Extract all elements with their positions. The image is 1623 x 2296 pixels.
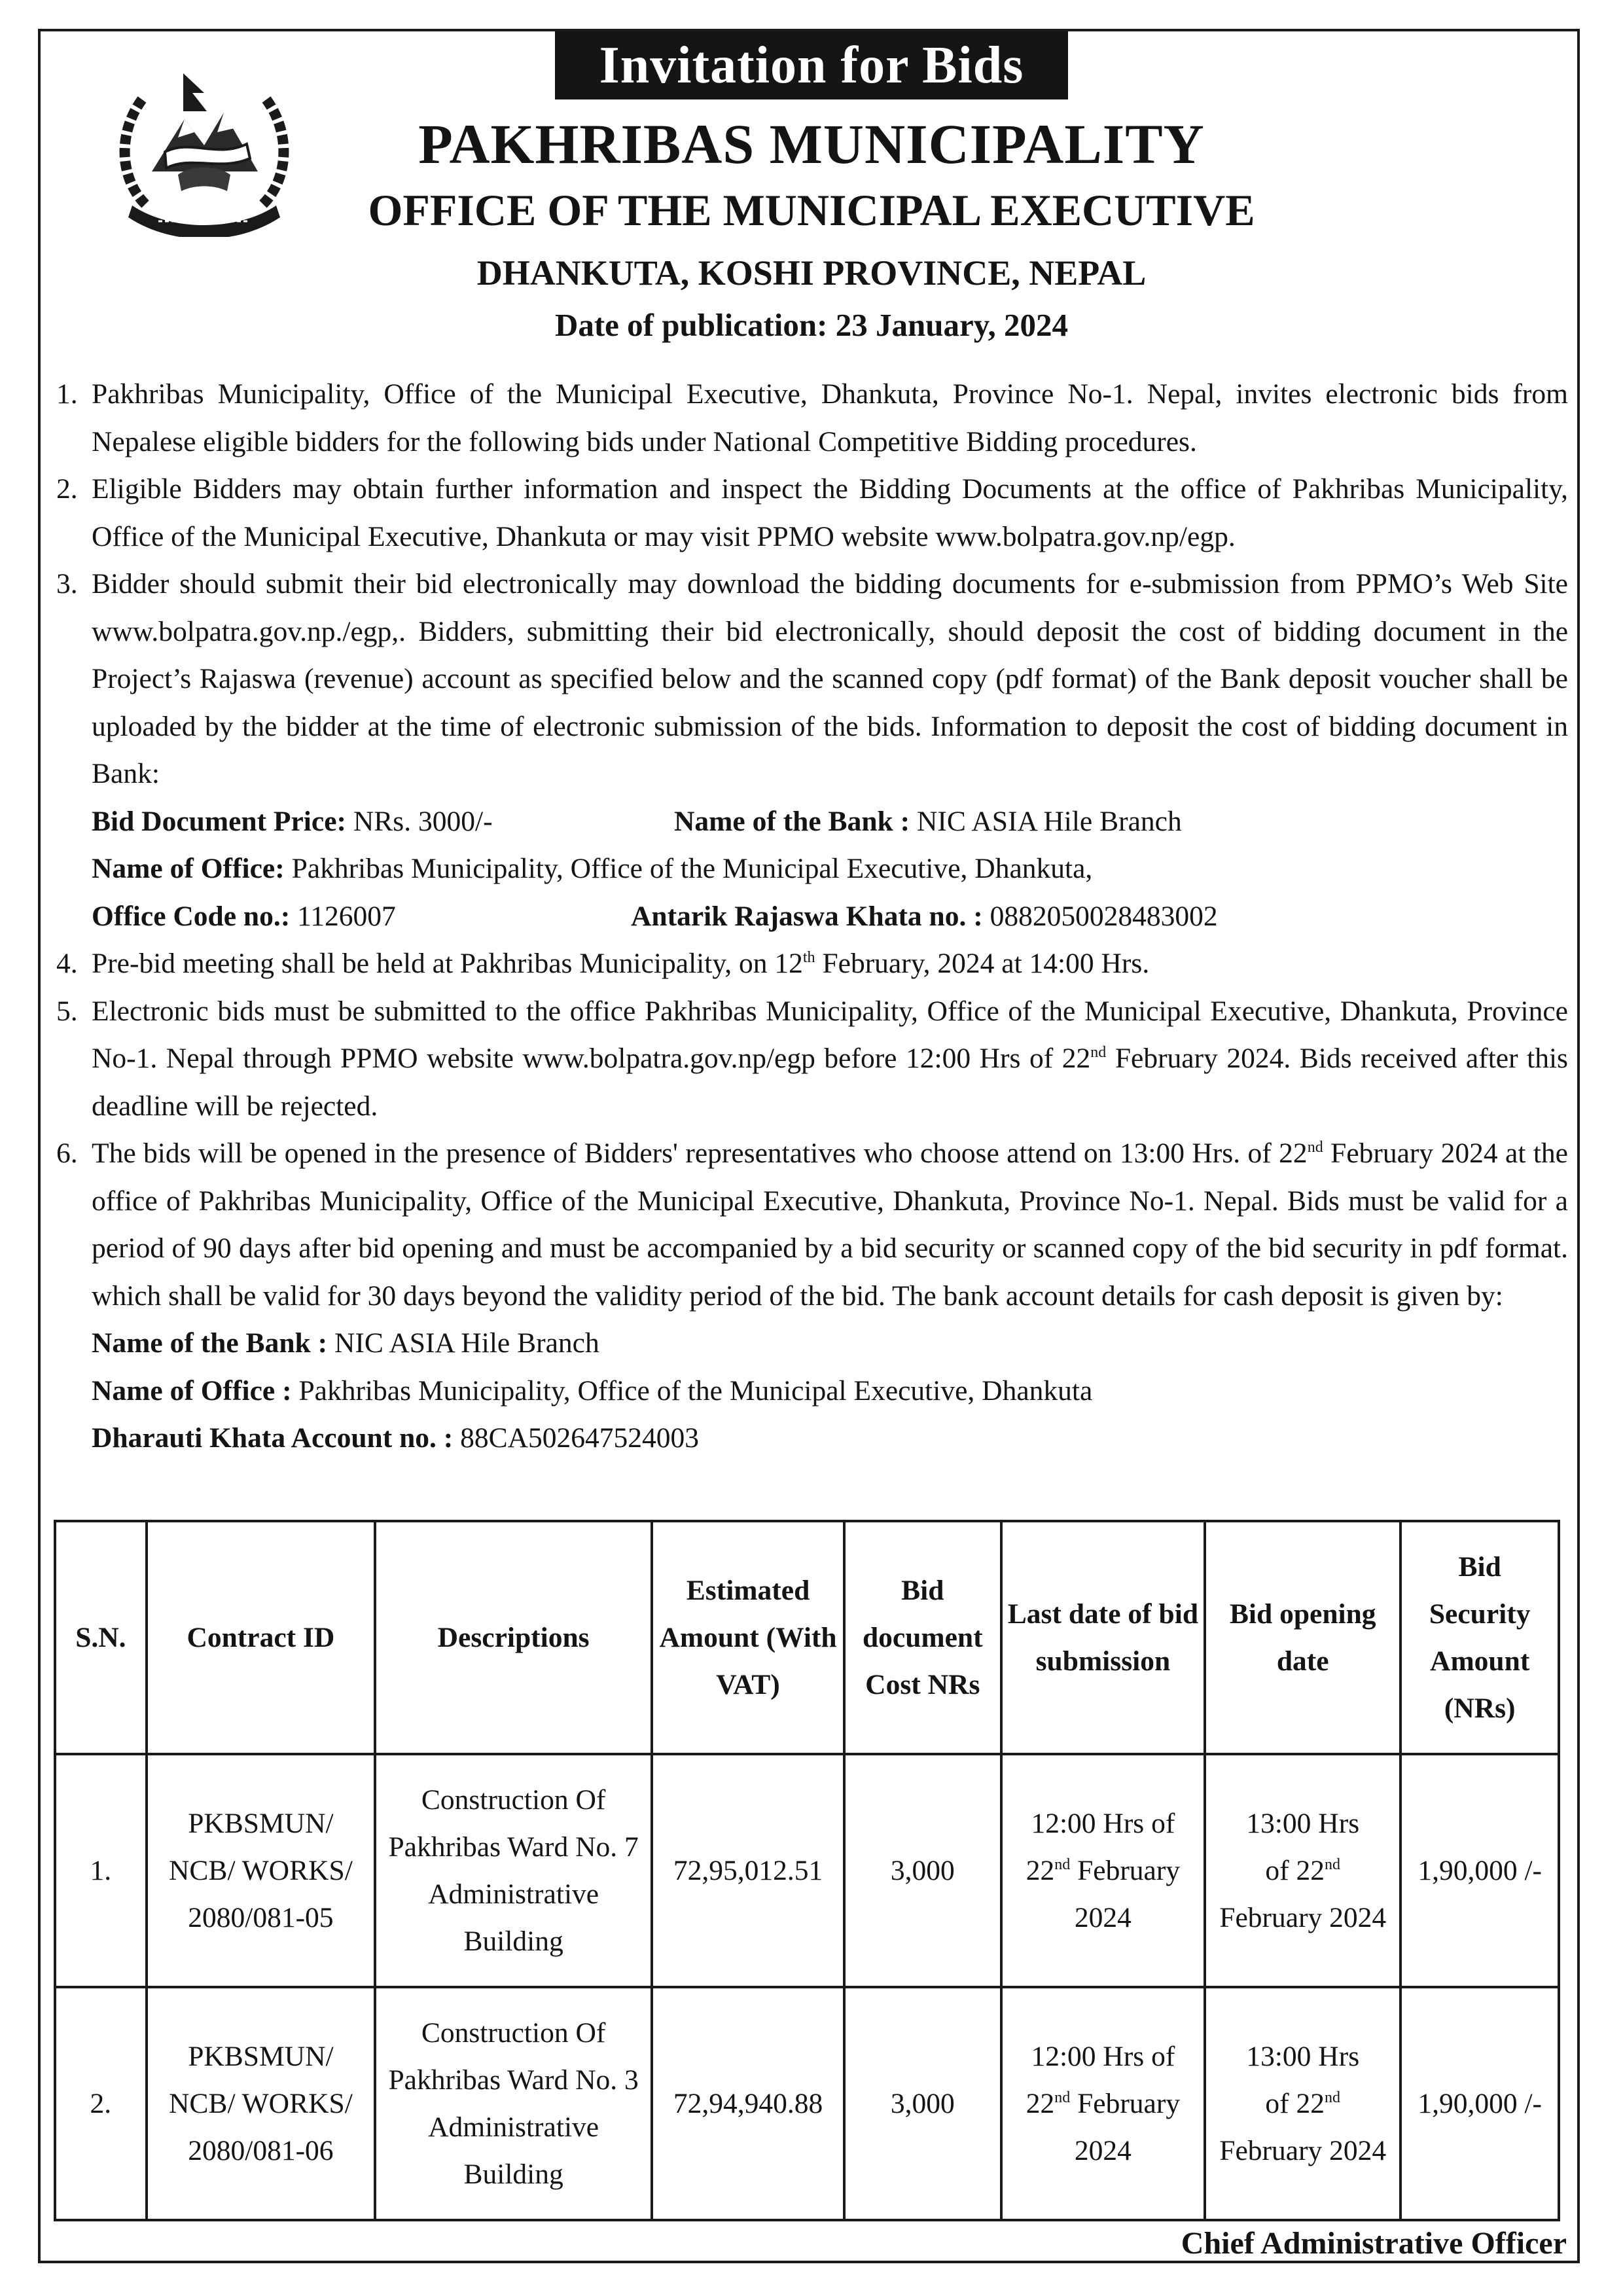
municipality-title: PAKHRIBAS MUNICIPALITY (418, 113, 1205, 175)
last-date-month: February 2024 (1070, 2088, 1181, 2166)
deposit-bank-line (48, 1319, 1568, 1367)
clause-number: 4. (56, 948, 78, 979)
last-date-day: 22 (1026, 2088, 1055, 2119)
price-value: NRs. 3000/- (346, 805, 493, 837)
deposit-account-line (48, 1414, 1568, 1462)
office-label: Name of Office: (92, 853, 285, 884)
header-opening-date: Bid opening date (1205, 1521, 1400, 1754)
account-value: 88CA502647524003 (453, 1422, 700, 1454)
bank-value: NIC ASIA Hile Branch (910, 805, 1182, 837)
ordinal-suffix: nd (1325, 2089, 1341, 2106)
clause-text: Pakhribas Municipality, Office of the Municipal Executive, Dhankuta, Province No-1. Nepal, invites electronic bids from Nepalese eligible bidders for the following bids under National Competitive Bidding procedures. (92, 378, 1568, 457)
cell-last-date (1001, 1754, 1205, 1987)
opening-month: February 2024 (1219, 1902, 1387, 1933)
opening-time: 13:00 Hrs (1246, 2041, 1360, 2072)
ordinal-suffix: nd (1307, 1139, 1323, 1156)
cell-description: Construction Of Pakhribas Ward No. 3 Administrative Building (375, 1987, 652, 2220)
bid-price-line (48, 798, 1568, 846)
bids-table (54, 1520, 1560, 2221)
cell-security-amount: 1,90,000 /- (1400, 1987, 1559, 2220)
last-date-time: 12:00 Hrs of (1031, 2041, 1175, 2072)
bank-label: Name of the Bank : (674, 805, 910, 837)
cell-contract-id: PKBSMUN/ NCB/ WORKS/ 2080/081-06 (147, 1987, 375, 2220)
cell-estimated-amount: 72,95,012.51 (652, 1754, 844, 1987)
header-last-date: Last date of bid submission (1001, 1521, 1205, 1754)
ordinal-suffix: nd (1054, 2089, 1071, 2106)
opening-time: 13:00 Hrs (1246, 1808, 1360, 1839)
header-estimated-amount: Estimated Amount (With VAT) (652, 1521, 844, 1754)
clause-number: 3. (56, 568, 78, 600)
last-date-day: 22 (1026, 1855, 1055, 1886)
cell-opening-date (1205, 1754, 1400, 1987)
clause-text: Electronic bids must be submitted to the office Pakhribas Municipality, Office of the Municipal Executive, Dhankuta, Province No-1. Nepal through PPMO website www.bolpatra.gov.np/egp before 12:00 Hrs of 22 (92, 995, 1568, 1074)
publication-date: Date of publication: 23 January, 2024 (554, 307, 1069, 343)
office-name-line (48, 845, 1568, 893)
clause-4 (48, 940, 1568, 988)
deposit-office-line (48, 1367, 1568, 1415)
opening-day: of 22 (1265, 1855, 1325, 1886)
last-date-time: 12:00 Hrs of (1031, 1808, 1175, 1839)
clause-text: The bids will be opened in the presence of Bidders' representatives who choose attend on 13:00 Hrs. of 22 (92, 1138, 1308, 1169)
office-value: Pakhribas Municipality, Office of the Municipal Executive, Dhankuta, (284, 853, 1093, 884)
office-value: Pakhribas Municipality, Office of the Municipal Executive, Dhankuta (291, 1374, 1093, 1407)
cell-last-date (1001, 1987, 1205, 2220)
header-sn: S.N. (55, 1521, 147, 1754)
cell-contract-id: PKBSMUN/ NCB/ WORKS/ 2080/081-05 (147, 1754, 375, 1987)
code-value: 1126007 (290, 900, 396, 932)
clause-number: 5. (56, 995, 78, 1027)
ordinal-suffix: nd (1325, 1856, 1341, 1873)
table-header-row (55, 1521, 1559, 1754)
office-title: OFFICE OF THE MUNICIPAL EXECUTIVE (368, 185, 1255, 235)
ordinal-suffix: nd (1054, 1856, 1071, 1873)
cell-description: Construction Of Pakhribas Ward No. 7 Administrative Building (375, 1754, 652, 1987)
khata-value: 0882050028483002 (982, 900, 1218, 932)
khata-field (631, 893, 1218, 941)
opening-month: February 2024 (1219, 2135, 1387, 2166)
cell-document-cost: 3,000 (844, 1987, 1001, 2220)
clause-number: 1. (56, 378, 78, 410)
cell-estimated-amount: 72,94,940.88 (652, 1987, 844, 2220)
office-code-line (48, 893, 1568, 941)
office-label: Name of Office : (92, 1374, 292, 1407)
clause-number: 2. (56, 473, 78, 505)
bank-label: Name of the Bank : (92, 1327, 328, 1359)
clause-text-end: February 2024 at the office of Pakhribas Municipality, Office of the Municipal Executive, Dhankuta, Province No-1. Nepal. Bids must be valid for a period of 90 days after bid opening and must be accompanied by a bid security or scanned copy of the bid security in pdf format. which shall be valid for 30 days beyond the validity period of the bid. The bank account details for cash deposit is given by: (92, 1138, 1568, 1312)
cell-sn: 2. (55, 1987, 147, 2220)
clause-text-end: February 2024. Bids received after this deadline will be rejected. (92, 1043, 1568, 1122)
clause-number: 6. (56, 1138, 78, 1169)
location-line: DHANKUTA, KOSHI PROVINCE, NEPAL (476, 253, 1147, 293)
price-label: Bid Document Price: (92, 805, 346, 837)
signoff: Chief Administrative Officer (1181, 2226, 1567, 2261)
clause-5 (48, 988, 1568, 1130)
ordinal-suffix: nd (1090, 1044, 1107, 1061)
last-date-month: February 2024 (1070, 1855, 1181, 1933)
banner-title: Invitation for Bids (555, 31, 1068, 99)
header-security-amount: Bid Security Amount (NRs) (1400, 1521, 1559, 1754)
bank-field (674, 798, 1182, 846)
clause-6 (48, 1130, 1568, 1319)
table-row (55, 1987, 1559, 2220)
clause-3 (48, 560, 1568, 798)
clause-text: Bidder should submit their bid electronically may download the bidding documents for e-submission from PPMO’s Web Site www.bolpatra.gov.np./egp,. Bidders, submitting their bid electronically, should deposit the cost of bidding document in the Project’s Rajaswa (revenue) account as specified below and the scanned copy (pdf format) of the Bank deposit voucher shall be uploaded by the bidder at the time of electronic submission of the bids. Information to deposit the cost of bidding document in Bank: (92, 568, 1568, 789)
ordinal-suffix: th (802, 949, 815, 966)
opening-day: of 22 (1265, 2088, 1325, 2119)
header-descriptions: Descriptions (375, 1521, 652, 1754)
cell-security-amount: 1,90,000 /- (1400, 1754, 1559, 1987)
cell-document-cost: 3,000 (844, 1754, 1001, 1987)
code-label: Office Code no.: (92, 900, 291, 932)
bank-value: NIC ASIA Hile Branch (327, 1327, 599, 1359)
clause-text: Eligible Bidders may obtain further information and inspect the Bidding Documents at the office of Pakhribas Municipality, Office of the Municipal Executive, Dhankuta or may visit PPMO website www.bolpatra.gov.np/egp. (92, 473, 1568, 552)
clause-2 (48, 465, 1568, 560)
clause-text: Pre-bid meeting shall be held at Pakhribas Municipality, on 12 (92, 948, 803, 979)
notice-body (48, 370, 1568, 1462)
clause-text-end: February, 2024 at 14:00 Hrs. (815, 948, 1150, 979)
cell-sn: 1. (55, 1754, 147, 1987)
header-document-cost: Bid document Cost NRs (844, 1521, 1001, 1754)
header-contract-id: Contract ID (147, 1521, 375, 1754)
khata-label: Antarik Rajaswa Khata no. : (631, 900, 983, 932)
clause-1 (48, 370, 1568, 465)
table-row (55, 1754, 1559, 1987)
account-label: Dharauti Khata Account no. : (92, 1422, 454, 1454)
cell-opening-date (1205, 1987, 1400, 2220)
